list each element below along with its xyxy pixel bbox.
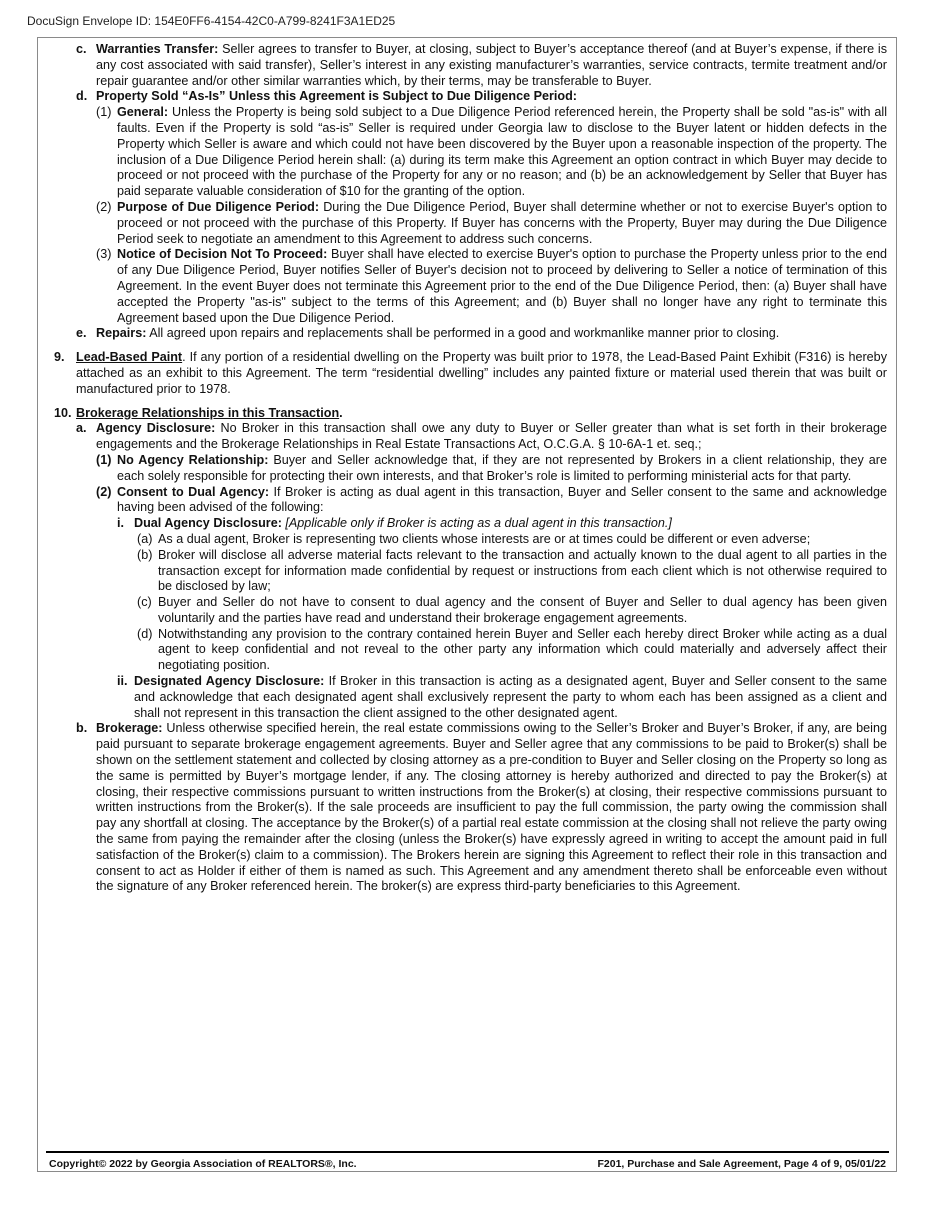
page-footer bbox=[46, 1151, 889, 1170]
item-10a-2-title: Consent to Dual Agency: bbox=[117, 484, 270, 499]
item-10a-2-text: If Broker is acting as dual agent in this transaction, Buyer and Seller consent to the same and acknowledge having been advised of the following: bbox=[117, 484, 887, 515]
item-d-3 bbox=[54, 247, 887, 326]
section-9-label: 9. bbox=[54, 350, 65, 365]
item-d-3-text: Buyer shall have elected to exercise Buyer's option to purchase the Property unless prior to the end of any Due Diligence Period, Buyer notifies Seller of Buyer's decision not to proceed by delivering to Seller a notice of termination of this Agreement. In the event Buyer does not terminate this Agreement prior to the end of the Due Diligence Period, then: (a) Buyer shall have accepted the Property "as-is" subject to the terms of this Agreement; and (b) Buyer shall no longer have any right to terminate this Agreement based upon the Due Diligence Period. bbox=[117, 247, 888, 325]
footer-copyright: Copyright© 2022 by Georgia Association of REALTORS®, Inc. bbox=[49, 1158, 357, 1170]
item-10a-i-d bbox=[54, 627, 887, 674]
item-10b-title: Brokerage: bbox=[96, 721, 163, 736]
item-10a-i-c bbox=[54, 595, 887, 627]
item-10a-ii-label: ii. bbox=[117, 674, 128, 689]
section-10-label: 10. bbox=[54, 405, 72, 420]
item-10a-text: No Broker in this transaction shall owe any duty to Buyer or Seller greater than what is set forth in their brokerage engagements and the Brokerage Relationships in Real Estate Transactions Act, O.C.G.A. § 10-6A-1 et. seq.; bbox=[96, 421, 887, 452]
item-d-1-text: Unless the Property is being sold subject to a Due Diligence Period referenced herein, the Property shall be sold "as-is" with all faults. Even if the Property is sold “as-is” Seller is required under Georgia law to disclose to the Buyer latent or hidden defects in the Property which Seller is aware and which could not have been discovered by the Buyer upon a reasonable inspection of the property. The inclusion of a Due Diligence Period herein shall: (a) during its term make this Agreement an option contract in which Buyer may decide to proceed or not proceed with the purchase of the Property for any or no reason; and (b) be an acknowledgement by Seller that Buyer has paid separate valuable consideration of $10 for the granting of the option. bbox=[117, 105, 887, 199]
section-10-title-end: . bbox=[339, 405, 343, 420]
section-10 bbox=[54, 406, 887, 422]
item-10b-text: Unless otherwise specified herein, the real estate commissions owing to the Seller’s Broker and Buyer’s Broker, if any, are being paid pursuant to separate brokerage engagement agreements. Buyer and Seller agree that any commissions to be paid to Broker(s) shall be shown on the settlement statement and collected by closing attorney as a pre-condition to Buyer and Seller closing on the Property so long as the same is permitted by Buyer’s mortgage lender, if any. The closing attorney is hereby authorized and directed to pay the Broker(s) at closing, their respective commissions pursuant to written instructions from the Broker(s) at closing, their respective commissions pursuant to written instructions from the Broker(s). If the sale proceeds are insufficient to pay the full commission, the party owing the commission shall pay any shortfall at closing. The acceptance by the Broker(s) of a partial real estate commission at the closing shall not relieve the party owing the same from paying the remainder after the closing (unless the Broker(s) have expressly agreed in writing to accept the amount paid in full satisfaction of the Broker(s) claim to a commission). The Brokers herein are signing this Agreement to reflect their role in this transaction and consent to act as Holder if either of them is named as such. This Agreement and any amendment thereto shall be enforceable even without the signature of any Broker referenced herein. The broker(s) are express third-party beneficiaries to this Agreement. bbox=[96, 721, 887, 894]
item-10a-label: a. bbox=[76, 421, 87, 436]
item-c-text: Seller agrees to transfer to Buyer, at closing, subject to Buyer’s acceptance thereof (and at Buyer’s expense, if there is any cost associated with said transfer), Seller’s interest in any existing manufacturer’s warranties, service contracts, termite treatment and/or repair guarantee and/or other similar warranties which, by their terms, may be transferable to Buyer. bbox=[96, 42, 888, 88]
section-9-title: Lead-Based Paint bbox=[76, 350, 183, 365]
item-e-text: All agreed upon repairs and replacements shall be performed in a good and workmanlike manner prior to closing. bbox=[146, 326, 780, 341]
item-10a-2 bbox=[54, 485, 887, 517]
item-10a-i-d-label: (d) bbox=[137, 626, 153, 641]
item-10a-i-d-text: Notwithstanding any provision to the contrary contained herein Buyer and Seller each hereby direct Broker while acting as a dual agent to keep confidential and not reveal to the other party any information which could materially and adversely affect their negotiating position. bbox=[158, 626, 887, 673]
item-10a-1 bbox=[54, 453, 887, 485]
item-d-1-label: (1) bbox=[96, 105, 112, 120]
item-10a-ii-text: If Broker in this transaction is acting as a designated agent, Buyer and Seller consent to the same and acknowledge that each designated agent shall exclusively represent the party to whom each has been assigned as a client and shall not represent in this transaction the client assigned to the other designated agent. bbox=[134, 674, 887, 720]
item-10a-i-c-label: (c) bbox=[137, 595, 152, 610]
item-c-title: Warranties Transfer: bbox=[96, 42, 219, 56]
item-10a-i-note: [Applicable only if Broker is acting as a dual agent in this transaction.] bbox=[285, 516, 672, 531]
item-10a bbox=[54, 421, 887, 453]
item-d-1 bbox=[54, 105, 887, 200]
item-d-1-title: General: bbox=[117, 105, 169, 120]
document-body bbox=[54, 42, 887, 895]
item-e-title: Repairs: bbox=[96, 326, 147, 341]
footer-form-id: F201, Purchase and Sale Agreement, Page 4 of 9, 05/01/22 bbox=[597, 1158, 886, 1170]
section-9 bbox=[54, 350, 887, 397]
item-c-label: c. bbox=[76, 42, 87, 56]
item-d-2 bbox=[54, 200, 887, 247]
item-e-label: e. bbox=[76, 326, 87, 341]
section-10-title: Brokerage Relationships in this Transaction bbox=[76, 405, 340, 420]
item-10a-i-a-text: As a dual agent, Broker is representing two clients whose interests are or at times could be different or even adverse; bbox=[158, 531, 811, 546]
item-10a-i-a-label: (a) bbox=[137, 531, 153, 546]
item-10b bbox=[54, 721, 887, 895]
item-d-3-title: Notice of Decision Not To Proceed: bbox=[117, 247, 328, 262]
item-10a-i-label: i. bbox=[117, 516, 124, 531]
item-e bbox=[54, 326, 887, 342]
item-10a-i-title: Dual Agency Disclosure: bbox=[134, 516, 282, 531]
item-d-2-text: During the Due Diligence Period, Buyer shall determine whether or not to exercise Buyer's option to proceed or not proceed with the purchase of this Property. If Buyer has concerns with the Property, Buyer may during the Due Diligence Period seek to negotiate an amendment to this Agreement to address such concerns. bbox=[117, 199, 887, 246]
item-10a-ii-title: Designated Agency Disclosure: bbox=[134, 674, 325, 689]
item-10a-i-b-label: (b) bbox=[137, 547, 153, 562]
item-10a-i-b-text: Broker will disclose all adverse material facts relevant to the transaction and actually known to the dual agent to all parties in the transaction except for information made confidential by request or instructions from each client which is not otherwise required to be disclosed by law; bbox=[158, 547, 887, 594]
item-10a-title: Agency Disclosure: bbox=[96, 421, 216, 436]
item-10a-2-label: (2) bbox=[96, 484, 112, 499]
item-d-label: d. bbox=[76, 89, 88, 104]
envelope-id: DocuSign Envelope ID: 154E0FF6-4154-42C0-A799-8241F3A1ED25 bbox=[27, 14, 396, 28]
item-10a-1-text: Buyer and Seller acknowledge that, if they are not represented by Brokers in a client relationship, they are each solely responsible for protecting their own interests, and that Broker’s role is limited to performing ministerial acts for that party. bbox=[117, 452, 887, 483]
item-10a-i-a bbox=[54, 532, 887, 548]
item-10a-ii bbox=[54, 674, 887, 721]
item-d-3-label: (3) bbox=[96, 247, 112, 262]
item-c bbox=[54, 42, 887, 89]
item-d-title: Property Sold “As-Is” Unless this Agreement is Subject to Due Diligence Period: bbox=[96, 89, 577, 104]
item-10a-1-label: (1) bbox=[96, 452, 112, 467]
item-10a-i-c-text: Buyer and Seller do not have to consent to dual agency and the consent of Buyer and Seller to dual agency has been given voluntarily and the parties have read and understand their brokerage engagement agreements. bbox=[158, 595, 887, 625]
item-d-2-label: (2) bbox=[96, 199, 112, 214]
item-10a-i-b bbox=[54, 548, 887, 595]
section-9-text: . If any portion of a residential dwelling on the Property was built prior to 1978, the Lead-Based Paint Exhibit (F316) is hereby attached as an exhibit to this Agreement. The term “residential dwelling” includes any painted fixture or material used therein that was built or manufactured prior to 1978. bbox=[76, 350, 887, 396]
item-10a-1-title: No Agency Relationship: bbox=[117, 452, 269, 467]
item-d-2-title: Purpose of Due Diligence Period: bbox=[117, 199, 320, 214]
item-10b-label: b. bbox=[76, 721, 88, 736]
item-d bbox=[54, 89, 887, 105]
item-10a-i bbox=[54, 516, 887, 532]
